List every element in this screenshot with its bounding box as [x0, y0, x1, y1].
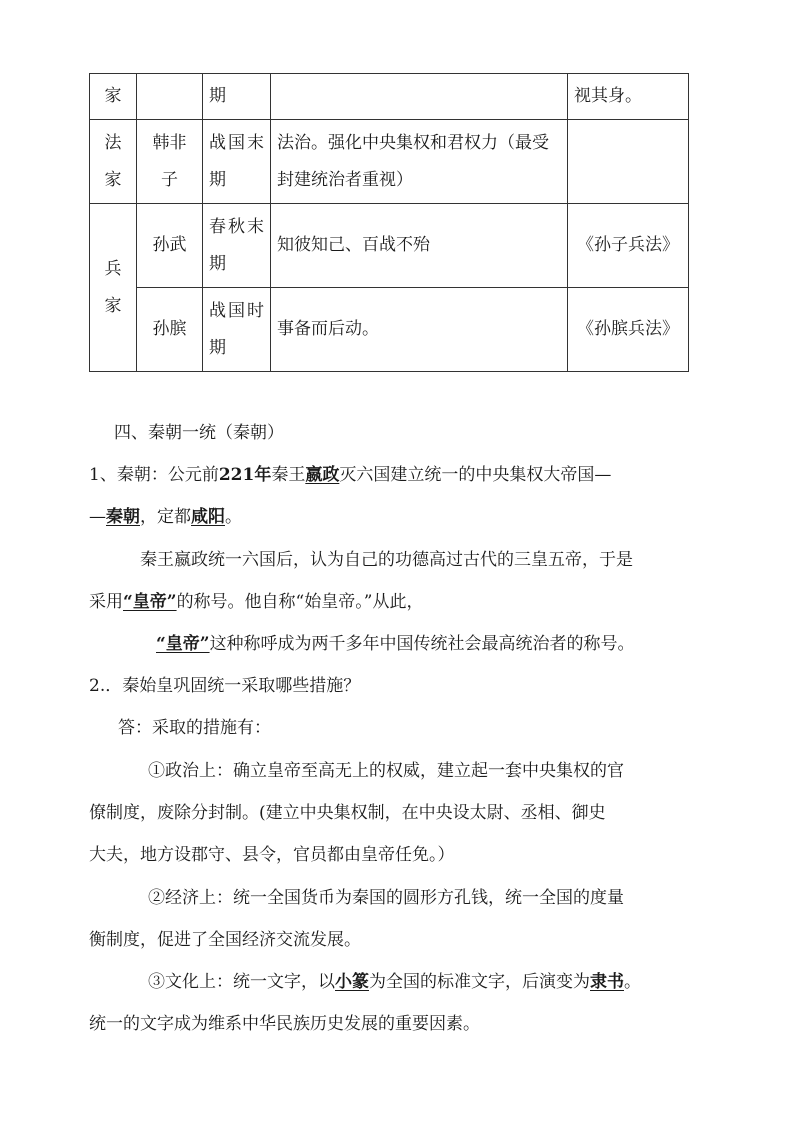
paragraph-emperor-title: 秦王嬴政统一六国后，认为自己的功德高过古代的三皇五帝，于是 [140, 550, 633, 570]
period-cell: 春秋末期 [203, 204, 271, 288]
person-cell [137, 74, 203, 120]
idea-cell: 法治。强化中央集权和君权力（最受封建统治者重视） [271, 120, 568, 204]
keyword-qin-dynasty: 秦朝 [106, 507, 140, 527]
paragraph-emperor-title-cont: 采用“皇帝”的称号。他自称“始皇帝。”从此， [89, 592, 424, 612]
paragraph-qin-founding: 1、秦朝：公元前221年秦王嬴政灭六国建立统一的中央集权大帝国— [89, 465, 612, 485]
keyword-huangdi: “皇帝” [123, 592, 177, 612]
measure-economic-cont: 衡制度，促进了全国经济交流发展。 [89, 930, 361, 950]
question-2: 2.．秦始皇巩固统一采取哪些措施？ [89, 676, 361, 696]
period-cell: 战国时期 [203, 288, 271, 372]
idea-cell: 知彼知己、百战不殆 [271, 204, 568, 288]
keyword-xiaozhuan: 小篆 [335, 972, 369, 992]
table-row [90, 74, 689, 120]
person-cell: 孙武 [137, 204, 203, 288]
answer-intro: 答：采取的措施有： [118, 718, 271, 738]
work-cell [568, 120, 689, 204]
measure-political: ①政治上：确立皇帝至高无上的权威，建立起一套中央集权的官 [148, 761, 624, 781]
idea-cell: 事备而后动。 [271, 288, 568, 372]
section-heading: 四、秦朝一统（秦朝） [114, 423, 284, 443]
measure-political-cont: 僚制度，废除分封制。(建立中央集权制，在中央设太尉、丞相、御史 [89, 803, 606, 823]
measure-cultural: ③文化上：统一文字，以小篆为全国的标准文字，后演变为隶书。 [148, 972, 641, 992]
paragraph-qin-founding-cont: —秦朝，定都咸阳。 [89, 507, 242, 527]
school-cell: 法家 [90, 120, 137, 204]
period-cell: 战国末期 [203, 120, 271, 204]
measure-political-end: 大夫，地方设郡守、县令，官员都由皇帝任免。） [89, 845, 455, 865]
period-cell: 期 [203, 74, 271, 120]
idea-cell [271, 74, 568, 120]
school-cell: 兵家 [90, 204, 137, 372]
person-cell: 韩非子 [137, 120, 203, 204]
schools-table [89, 73, 689, 372]
work-cell: 《孙子兵法》 [568, 204, 689, 288]
keyword-xianyang: 咸阳 [191, 507, 225, 527]
table-row [90, 204, 689, 288]
school-cell: 家 [90, 74, 137, 120]
measure-cultural-cont: 统一的文字成为维系中华民族历史发展的重要因素。 [89, 1014, 480, 1034]
keyword-yingzheng: 嬴政 [305, 465, 340, 485]
keyword-lishu: 隶书 [590, 972, 624, 992]
table-row [90, 120, 689, 204]
person-cell: 孙膑 [137, 288, 203, 372]
work-cell: 视其身。 [568, 74, 689, 120]
keyword-huangdi: “皇帝” [156, 634, 210, 654]
measure-economic: ②经济上：统一全国货币为秦国的圆形方孔钱，统一全国的度量 [148, 888, 624, 908]
table-row [90, 288, 689, 372]
work-cell: 《孙膑兵法》 [568, 288, 689, 372]
paragraph-emperor-title-end: “皇帝”这种称呼成为两千多年中国传统社会最高统治者的称号。 [156, 634, 635, 654]
